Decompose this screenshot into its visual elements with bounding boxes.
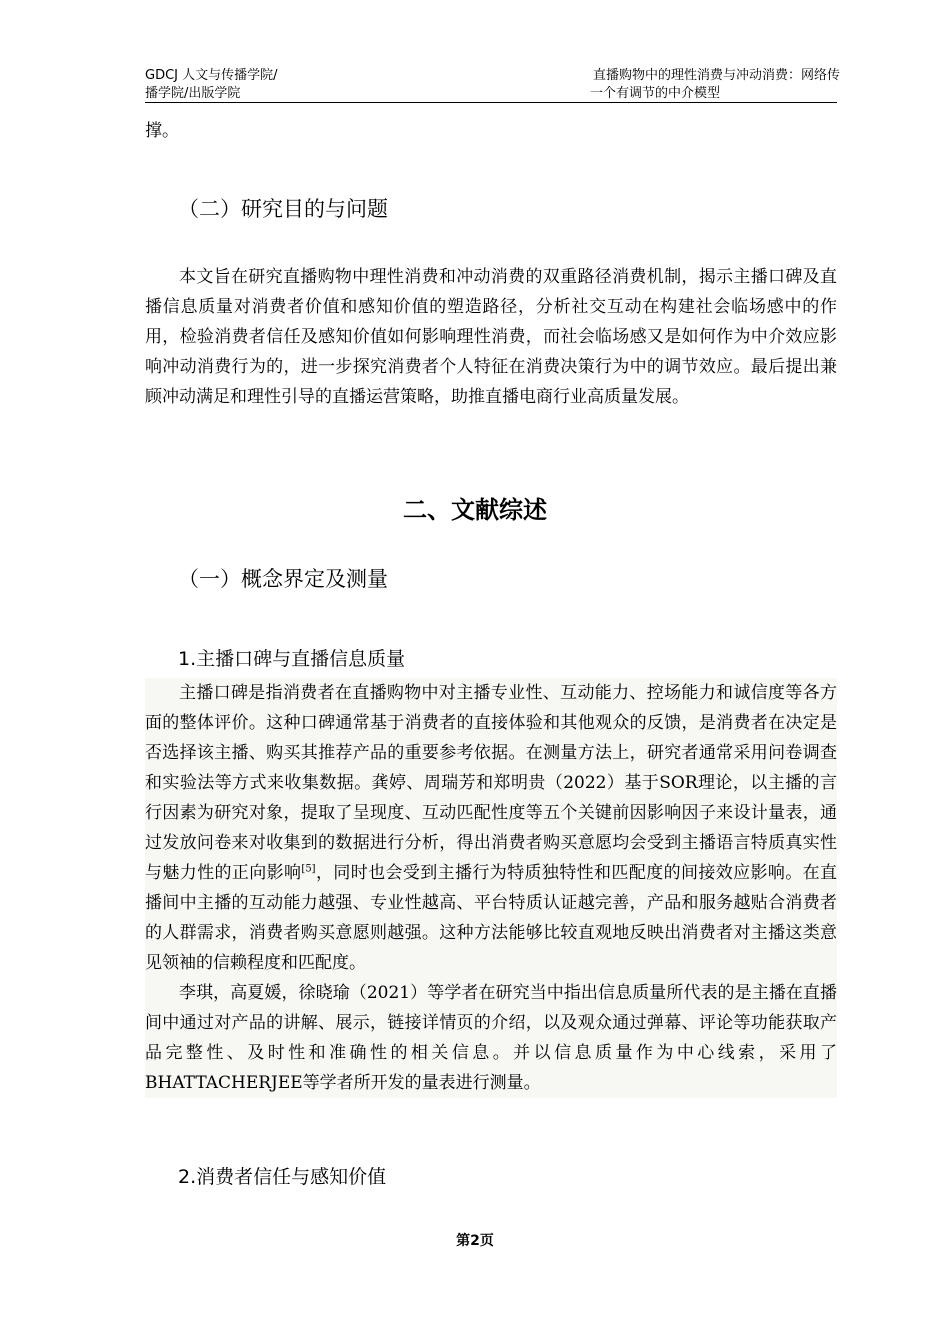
chapter-title: 二、文献综述 <box>403 496 547 524</box>
header-right-line1: 直播购物中的理性消费与冲动消费：网络传 <box>592 68 840 83</box>
subsection-heading-1: 1.主播口碑与直播信息质量 <box>178 648 406 670</box>
info-quality-paragraph: 李琪，高夏媛，徐晓瑜（2021）等学者在研究当中指出信息质量所代表的是主播在直播间中通过对产品的讲解、展示，链接详情页的介绍，以及观众通过弹幕、评论等功能获取产品完整性、及时性和准确性的相关信息。并以信息质量作为中心线索，采用了BHATTACHERJEE等学者所开发的量表进行测量。 <box>145 983 837 1093</box>
header-right-line2: 一个有调节的中介模型 <box>590 86 721 101</box>
section-heading-concepts: （一）概念界定及测量 <box>178 567 388 591</box>
continued-fragment <box>145 116 837 146</box>
header-rule <box>145 102 837 103</box>
purpose-body: 本文旨在研究直播购物中理性消费和冲动消费的双重路径消费机制，揭示主播口碑及直播信息质量对消费者价值和感知价值的塑造路径，分析社交互动在构建社会临场感中的作用，检验消费者信任及感知价值如何影响理性消费，而社会临场感又是如何作为中介效应影响冲动消费行为的，进一步探究消费者个人特征在消费决策行为中的调节效应。最后提出兼顾冲动满足和理性引导的直播运营策略，助推直播电商行业高质量发展。 <box>145 267 837 407</box>
header-left-line2: 播学院/出版学院 <box>145 86 241 101</box>
purpose-paragraph <box>145 262 837 412</box>
fragment-text: 撑。 <box>145 121 179 141</box>
page-number: 第2页 <box>456 1233 494 1249</box>
citation-5: [5] <box>301 863 316 875</box>
section-heading-purpose: （二）研究目的与问题 <box>178 197 388 221</box>
running-header-left <box>145 67 345 103</box>
anchor-reputation-paragraph <box>145 678 837 978</box>
paragraph-text-a: 主播口碑是指消费者在直播购物中对主播专业性、互动能力、控场能力和诚信度等各方面的整体评价。这种口碑通常基于消费者的直接体验和其他观众的反馈，是消费者在决定是否选择该主播、购买其推荐产品的重要参考依据。在测量方法上，研究者通常采用问卷调查和实验法等方式来收集数据。龚婷、周瑞芳和郑明贵（2022）基于SOR理论，以主播的言行因素为研究对象，提取了呈现度、互动匹配性度等五个关键前因影响因子来设计量表，通过发放问卷来对收集到的数据进行分析，得出消费者购买意愿均会受到主播语言特质真实性与魅力性的正向影响 <box>145 683 837 883</box>
subsection-heading-2: 2.消费者信任与感知价值 <box>178 1166 387 1188</box>
running-header-right <box>530 67 840 103</box>
header-left-line1: GDCJ 人文与传播学院/ <box>145 68 278 83</box>
paragraph-text-b: ，同时也会受到主播行为特质独特性和匹配度的间接效应影响。在直播间中主播的互动能力越强、专业性越高、平台特质认证越完善，产品和服务越贴合消费者的人群需求，消费者购买意愿则越强。这种方法能够比较直观地反映出消费者对主播这类意见领袖的信赖程度和匹配度。 <box>145 863 837 973</box>
anchor-reputation-section <box>145 678 837 1098</box>
